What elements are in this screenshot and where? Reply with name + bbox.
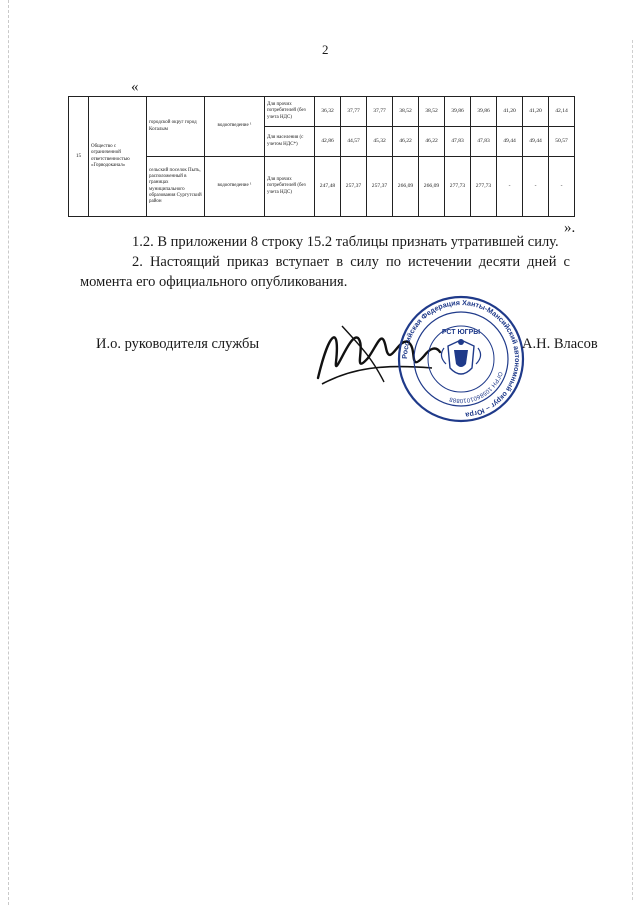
seal-outer-text: Российская Федерация Ханты-Мансийский автономный округ – Югра — [399, 297, 523, 420]
opening-quote: « — [131, 79, 139, 95]
territory-cell: городской округ город Когалым — [147, 97, 205, 157]
tariff-value: 39,86 — [471, 97, 497, 127]
tariff-value: 45,32 — [367, 127, 393, 157]
tariff-value: 44,57 — [341, 127, 367, 157]
page-number: 2 — [322, 42, 329, 57]
scan-edge-left — [8, 0, 10, 905]
tariff-value: 257,37 — [341, 157, 367, 217]
tariff-value: 38,52 — [419, 97, 445, 127]
territory-cell: сельский поселок Пыть, расположенный в границах муниципального образования Сургутский район — [147, 157, 205, 217]
tariff-value: - — [549, 157, 575, 217]
tariff-value: - — [497, 157, 523, 217]
tariff-value: 36,32 — [315, 97, 341, 127]
tariff-value: 42,86 — [315, 127, 341, 157]
tariff-value: 50,57 — [549, 127, 575, 157]
tariff-value: 38,52 — [393, 97, 419, 127]
tariff-value: 47,83 — [445, 127, 471, 157]
scan-edge-right — [632, 40, 634, 900]
signer-position: И.о. руководителя службы — [96, 336, 260, 352]
consumer-cell: Для населения (с учетом НДС*) — [265, 127, 315, 157]
official-seal — [396, 294, 526, 424]
tariff-value: 47,83 — [471, 127, 497, 157]
consumer-cell: Для прочих потребителей (без учета НДС) — [265, 157, 315, 217]
coat-of-arms-emblem — [441, 339, 480, 374]
tariff-value: 266,09 — [419, 157, 445, 217]
seal-ogrn-text: ОГРН 1058601010888 — [448, 370, 503, 404]
tariff-value: 39,86 — [445, 97, 471, 127]
tariff-value: 37,77 — [367, 97, 393, 127]
row-number-cell: 15 — [69, 97, 89, 217]
paragraph-1: 1.2. В приложении 8 строку 15.2 таблицы признать утратившей силу. — [132, 234, 559, 250]
tariff-value: 46,22 — [393, 127, 419, 157]
tariff-value: 49,44 — [497, 127, 523, 157]
tariff-value: 41,20 — [497, 97, 523, 127]
tariff-value: 277,73 — [471, 157, 497, 217]
table-row — [69, 97, 575, 127]
closing-quote: ». — [564, 220, 576, 236]
tariff-value: 266,09 — [393, 157, 419, 217]
service-cell: водоотведение ¹ — [205, 157, 265, 217]
seal-inner-text: РСТ ЮГРЫ — [441, 329, 481, 336]
tariff-value: 41,20 — [523, 97, 549, 127]
tariff-value: 277,73 — [445, 157, 471, 217]
service-cell: водоотведение ¹ — [205, 97, 265, 157]
consumer-cell: Для прочих потребителей (без учета НДС) — [265, 97, 315, 127]
tariff-value: 42,14 — [549, 97, 575, 127]
paragraph-2: 2. Настоящий приказ вступает в силу по истечении десяти дней с момента его официального опубликования. — [80, 254, 570, 290]
tariff-value: 257,37 — [367, 157, 393, 217]
tariff-value: - — [523, 157, 549, 217]
tariff-value: 247,48 — [315, 157, 341, 217]
tariff-table — [68, 96, 575, 217]
tariff-value: 49,44 — [523, 127, 549, 157]
signer-name: А.Н. Власов — [522, 336, 598, 352]
tariff-value: 37,77 — [341, 97, 367, 127]
organization-cell: Общество с ограниченной ответственностью «Горводоканал» — [89, 97, 147, 217]
tariff-value: 46,22 — [419, 127, 445, 157]
